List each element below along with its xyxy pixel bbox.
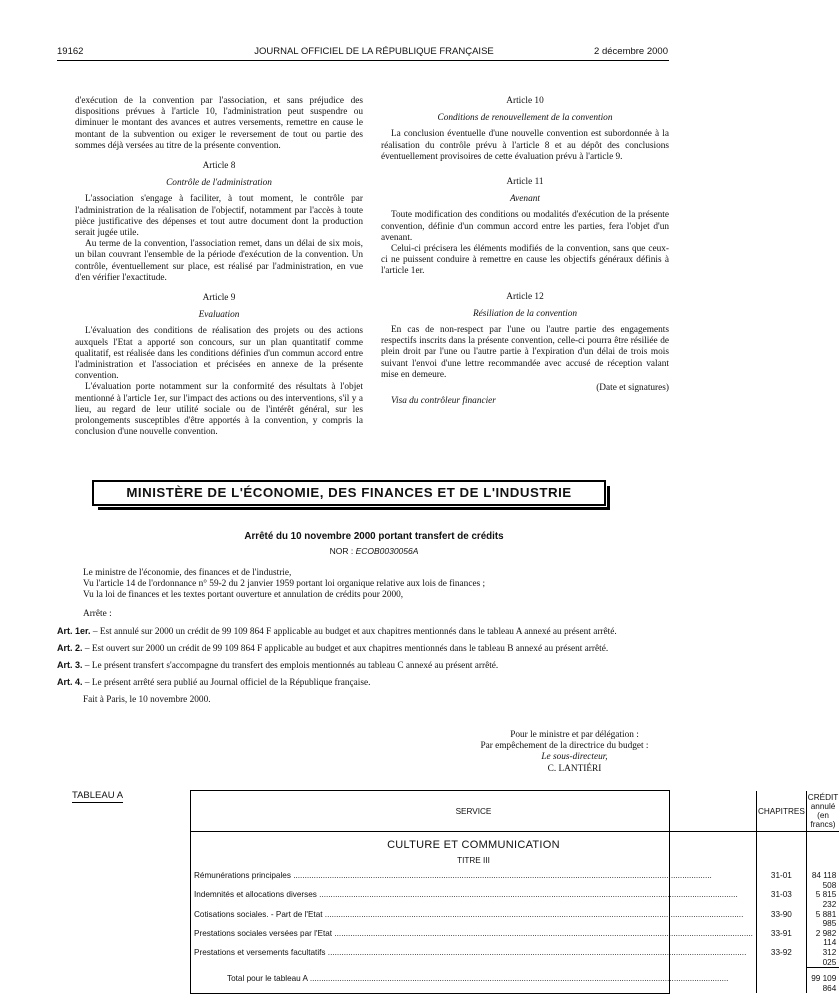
article11-subtitle: Avenant — [510, 194, 540, 205]
row-label: Prestations sociales versées par l'Etat ..... — [194, 929, 753, 939]
row-label-cell — [191, 890, 756, 909]
article8-paragraph: L'association s'engage à faciliter, à tout moment, le contrôle par l'administration de la réalisation de l'objectif, notamment par l'accès à toute pièce justificative des dépenses et tout autre document dont la production serait jugée utile. — [75, 194, 363, 239]
article-text: – Le présent arrêté sera publié au Journal officiel de la République française. — [82, 678, 371, 689]
row-label-cell — [191, 871, 756, 890]
total-amount: 99 109 864 — [811, 974, 837, 993]
article12-title: Article 12 — [506, 291, 544, 302]
row-amount: 5 881 985 — [815, 909, 837, 929]
article9-title: Article 9 — [202, 293, 236, 304]
article-2 — [57, 643, 669, 655]
header-date: 2 décembre 2000 — [594, 46, 668, 57]
ministry-banner: MINISTÈRE DE L'ÉCONOMIE, DES FINANCES ET DE L'INDUSTRIE — [92, 480, 606, 506]
nor-line — [0, 546, 748, 556]
header-rule — [57, 60, 669, 61]
signatures-note: (Date et signatures) — [596, 383, 669, 394]
header-credit-line: CRÉDIT — [807, 793, 839, 802]
table-row — [191, 890, 839, 909]
table-row — [191, 871, 839, 890]
header-service: SERVICE — [191, 791, 756, 832]
header-chapitres: CHAPITRES — [756, 791, 806, 832]
article12-subtitle: Résiliation de la convention — [472, 308, 578, 319]
empty-cell — [756, 832, 806, 872]
article11-title: Article 11 — [506, 177, 544, 188]
article-1 — [57, 626, 669, 638]
preamble-line: Le ministre de l'économie, des finances et de l'industrie, — [83, 568, 292, 578]
article8-paragraph: Au terme de la convention, l'association remet, dans un délai de six mois, un bilan couvrant l'ensemble de la période d'exécution de la convention. Un contrôle, éventuellement sur place, est réalisé par l'administration, en vue d'en vérifier l'exactitude. — [75, 239, 363, 283]
article-label: Art. 4. — [57, 677, 83, 688]
row-label-cell — [191, 948, 756, 968]
article9-subtitle: Evaluation — [198, 310, 240, 321]
empty-cell — [806, 832, 839, 872]
credit-table — [190, 790, 839, 994]
article10-paragraph: La conclusion éventuelle d'une nouvelle convention est subordonnée à la réalisation du contrôle prévu à l'article 8 et au dépôt des conclusions éventuellement provisoires de cette évaluation prévu à l'article 9. — [381, 129, 669, 162]
article8-subtitle: Contrôle de l'administration — [166, 178, 272, 189]
article11-paragraph: Toute modification des conditions ou modalités d'exécution de la présente convention, définie d'un commun accord entre les parties, fera l'objet d'un avenant. — [381, 210, 669, 243]
row-label-cell — [191, 910, 756, 929]
article-3 — [57, 660, 669, 672]
article9-paragraph: L'évaluation des conditions de réalisation des projets ou des actions auxquels l'Etat a apporté son concours, sur un plan quantitatif comme qualitatif, est réalisée dans les conditions définies d'un commun accord entre l'administration et l'association et précisées en annexe de la présente convention. — [75, 326, 363, 382]
row-amount: 2 982 114 — [815, 928, 837, 948]
section-title: CULTURE ET COMMUNICATION — [387, 839, 560, 851]
article-4 — [57, 677, 669, 689]
left-column — [75, 96, 363, 438]
signatory-name: C. LANTIÉRI — [547, 763, 602, 774]
row-chapitre: 31-03 — [756, 890, 806, 909]
total-label-cell — [191, 968, 756, 994]
nor-code: ECOB0030056A — [355, 546, 419, 556]
row-label: Indemnités et allocations diverses ..... — [194, 890, 753, 900]
signature-block — [440, 730, 669, 775]
row-label: Prestations et versements facultatifs ..... — [194, 948, 753, 958]
table-row — [191, 929, 839, 948]
row-chapitre: 33-90 — [756, 910, 806, 929]
done-at: Fait à Paris, le 10 novembre 2000. — [83, 694, 211, 705]
section-cell — [191, 832, 756, 872]
row-label-cell — [191, 929, 756, 948]
signature-line: Pour le ministre et par délégation : — [510, 730, 639, 740]
article-text: – Est annulé sur 2000 un crédit de 99 109 864 F applicable au budget et aux chapitres mentionnés dans le tableau A annexé au présent arrêté. — [90, 626, 617, 637]
table-row — [191, 948, 839, 968]
titre-label: TITRE III — [457, 855, 490, 865]
signature-title: Le sous-directeur, — [541, 752, 608, 763]
article-label: Art. 3. — [57, 660, 83, 671]
total-row — [191, 968, 839, 994]
article10-title: Article 10 — [506, 96, 544, 106]
article-text: – Est ouvert sur 2000 un crédit de 99 109 864 F applicable au budget et aux chapitres mentionnés dans le tableau B annexé au présent arrêté. — [82, 644, 609, 655]
article-label: Art. 1er. — [57, 625, 91, 636]
right-column — [381, 96, 669, 407]
arrete-body — [57, 568, 669, 706]
header-credit-line: (en francs) — [810, 811, 836, 829]
tableau-label: TABLEAU A — [72, 790, 124, 801]
row-chapitre: 33-92 — [756, 948, 806, 968]
header-credit-line: annulé — [810, 802, 836, 811]
total-label: Total pour le tableau A ..... — [227, 974, 753, 984]
article8-title: Article 8 — [202, 161, 236, 172]
journal-title: JOURNAL OFFICIEL DE LA RÉPUBLIQUE FRANÇAISE — [254, 46, 494, 57]
article-label: Art. 2. — [57, 643, 83, 654]
visa-line: Visa du contrôleur financier — [391, 396, 496, 407]
arrete-title: Arrêté du 10 novembre 2000 portant transfert de crédits — [244, 531, 504, 542]
preamble-line: Vu l'article 14 de l'ordonnance n° 59-2 du 2 janvier 1959 portant loi organique relative aux lois de finances ; — [83, 579, 486, 590]
article11-paragraph: Celui-ci précisera les éléments modifiés de la convention, sans que ceux-ci ne puissent conduire à remettre en cause les objectifs généraux définis à l'article 1er. — [381, 244, 669, 277]
article12-paragraph: En cas de non-respect par l'une ou l'autre partie des engagements respectifs inscrits dans la présente convention, celle-ci pourra être résiliée de plein droit par l'une ou l'autre partie à l'expiration d'un délai de trois mois suivant l'envoi d'une lettre recommandée avec accusé de réception valant mise en demeure. — [381, 325, 669, 380]
article-text: – Le présent transfert s'accompagne du transfert des emplois mentionnés au tableau C annexé au présent arrêté. — [82, 661, 499, 672]
row-amount: 84 118 508 — [811, 871, 837, 890]
row-label: Rémunérations principales ..... — [194, 871, 753, 881]
page-number: 19162 — [57, 46, 84, 57]
row-amount: 5 815 232 — [815, 890, 837, 909]
row-chapitre: 33-91 — [756, 929, 806, 948]
empty-cell — [756, 968, 806, 994]
row-chapitre: 31-01 — [756, 871, 806, 890]
nor-label: NOR : — [329, 546, 356, 556]
preamble-line: Vu la loi de finances et les textes portant ouverture et annulation de crédits pour 2000, — [83, 590, 404, 601]
row-amount: 312 025 — [806, 948, 839, 968]
intro-paragraph: d'exécution de la convention par l'association, et sans préjudice des dispositions prévues à l'article 10, l'administration peut suspendre ou diminuer le montant des avances et autres versements, remettre en cause le montant de la subvention ou exiger le reversement de tout ou partie des sommes déjà versées au titre de la présente convention. — [75, 96, 363, 151]
article9-paragraph: L'évaluation porte notamment sur la conformité des résultats à l'objet mentionné à l'article 1er, sur l'impact des actions ou des interventions, s'il y a lieu, au regard de leur utilité sociale ou de l'intérêt général, sur les prolongements susceptibles d'être apportés à la convention, y compris la conclusion d'une nouvelle convention. — [75, 382, 363, 438]
table-row — [191, 910, 839, 929]
article10-subtitle: Conditions de renouvellement de la convention — [437, 113, 613, 124]
header-credit — [806, 791, 839, 832]
arrete-word: Arrête : — [83, 608, 112, 619]
row-label: Cotisations sociales. - Part de l'Etat ..... — [194, 910, 753, 920]
signature-line: Par empêchement de la directrice du budget : — [480, 741, 649, 752]
